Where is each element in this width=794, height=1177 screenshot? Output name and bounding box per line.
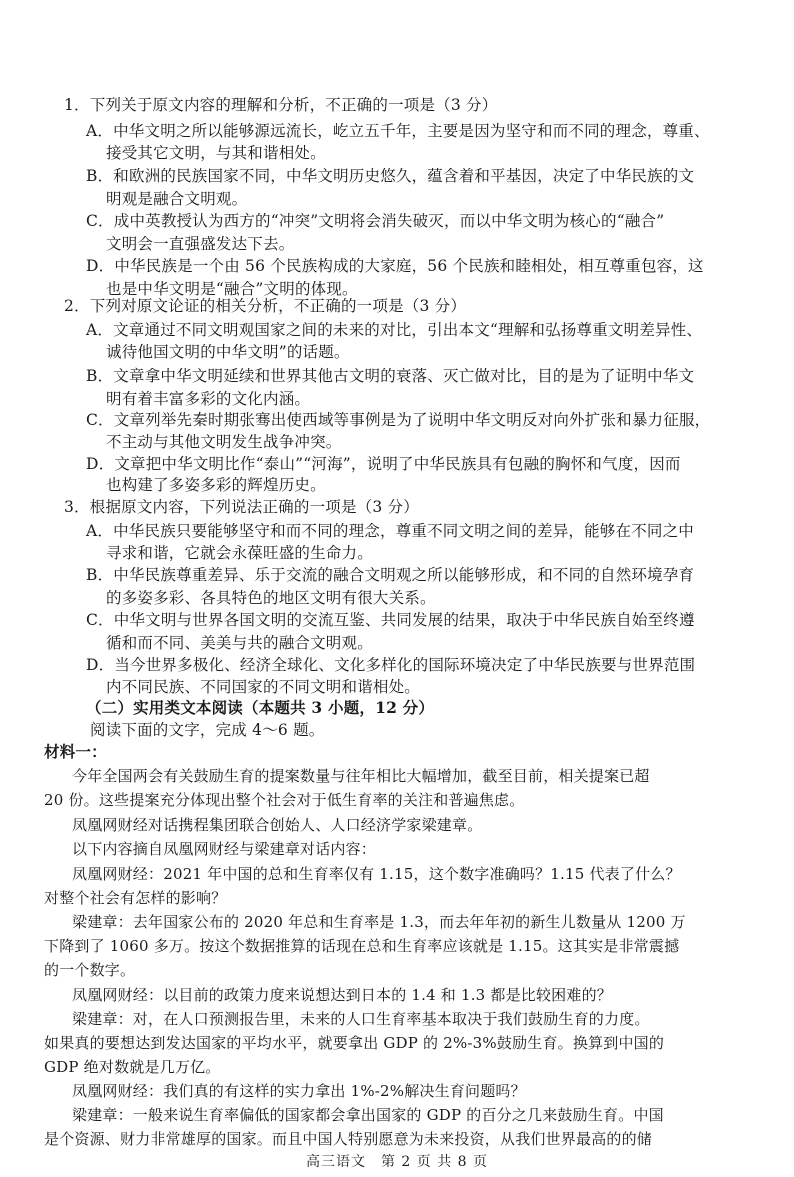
- material-line: 凤凰网财经：2021 年中国的总和生育率仅有 1.15，这个数字准确吗？1.15 代表了什么？: [72, 865, 681, 883]
- q1-option-d-cont: 也是中华文明是“融合”文明的体现。: [106, 280, 358, 298]
- page-footer: 高三语文 第 2 页 共 8 页: [305, 1154, 489, 1170]
- section-title: （二）实用类文本阅读（本题共 3 小题，12 分）: [86, 698, 435, 717]
- q2-option-d-cont: 也构建了多姿多彩的辉煌历史。: [106, 476, 326, 494]
- material-line: 凤凰网财经：我们真的有这样的实力拿出 1%-2%解决生育问题吗？: [72, 1082, 526, 1100]
- q2-option-c: C．文章列举先秦时期张骞出使西域等事例是为了说明中华文明反对向外扩张和暴力征服，: [86, 411, 711, 429]
- material-line: 以下内容摘自凤凰网财经与梁建章对话内容：: [72, 840, 377, 858]
- q3-option-b-cont: 的多姿多彩、各具特色的地区文明有很大关系。: [106, 589, 436, 607]
- q3-option-d: D．当今世界多极化、经济全球化、文化多样化的国际环境决定了中华民族要与世界范围: [86, 656, 696, 674]
- material-line: 如果真的要想达到发达国家的平均水平，就要拿出 GDP 的 2%-3%鼓励生育。换算到中国的: [44, 1034, 665, 1052]
- q3-option-c-cont: 循和而不同、美美与共的融合文明观。: [106, 634, 373, 652]
- q1-option-a-cont: 接受其它文明，与其和谐相处。: [106, 144, 326, 162]
- material-line: 的一个数字。: [44, 961, 136, 979]
- material-line: 凤凰网财经：以目前的政策力度来说想达到日本的 1.4 和 1.3 都是比较困难的？: [72, 986, 612, 1004]
- material-line: 20 份。这些提案充分体现出整个社会对于低生育率的关注和普遍焦虑。: [44, 791, 525, 809]
- q3-option-a: A．中华民族只要能够坚守和而不同的理念，尊重不同文明之间的差异，能够在不同之中: [86, 522, 694, 540]
- question-2-stem: 2．下列对原文论证的相关分析，不正确的一项是（3 分）: [64, 297, 467, 315]
- q3-option-b: B．中华民族尊重差异、乐于交流的融合文明观之所以能够形成，和不同的自然环境孕育: [86, 566, 695, 584]
- material-line: 凤凰网财经对话携程集团联合创始人、人口经济学家梁建章。: [72, 816, 483, 834]
- q2-option-d: D．文章把中华文明比作“泰山”“河海”，说明了中华民族具有包融的胸怀和气度，因而: [86, 455, 681, 473]
- material-line: 梁建章：对，在人口预测报告里，未来的人口生育率基本取决于我们鼓励生育的力度。: [72, 1010, 650, 1028]
- q2-option-b-cont: 明有着丰富多彩的文化内涵。: [106, 390, 311, 408]
- q1-option-a: A．中华文明之所以能够源远流长，屹立五千年，主要是因为坚守和而不同的理念，尊重、: [86, 122, 710, 140]
- q3-option-a-cont: 寻求和谐，它就会永葆旺盛的生命力。: [106, 544, 373, 562]
- question-3-stem: 3．根据原文内容，下列说法正确的一项是（3 分）: [64, 498, 419, 516]
- q1-option-b-cont: 明观是融合文明观。: [106, 190, 248, 208]
- material-line: 梁建章：去年国家公布的 2020 年总和生育率是 1.3，而去年年初的新生儿数量从 1200 万: [72, 913, 686, 931]
- section-intro: 阅读下面的文字，完成 4～6 题。: [90, 721, 325, 739]
- q1-option-c-cont: 文明会一直强盛发达下去。: [106, 235, 295, 253]
- material-line: 今年全国两会有关鼓励生育的提案数量与往年相比大幅增加，截至目前，相关提案已超: [72, 767, 650, 785]
- material-line: 是个资源、财力非常雄厚的国家。而且中国人特别愿意为未来投资，从我们世界最高的的储: [44, 1130, 653, 1148]
- q2-option-c-cont: 不主动与其他文明发生战争冲突。: [106, 433, 342, 451]
- material-line: 对整个社会有怎样的影响？: [44, 889, 227, 907]
- q2-option-a-cont: 诚待他国文明的中华文明”的话题。: [106, 343, 350, 361]
- q1-option-d: D．中华民族是一个由 56 个民族构成的大家庭，56 个民族和睦相处，相互尊重包容，这: [86, 257, 704, 275]
- material-line: 梁建章：一般来说生育率偏低的国家都会拿出国家的 GDP 的百分之几来鼓励生育。中国: [72, 1106, 664, 1124]
- q3-option-d-cont: 内不同民族、不同国家的不同文明和谐相处。: [106, 678, 421, 696]
- q2-option-a: A．文章通过不同文明观国家之间的未来的对比，引出本文“理解和弘扬尊重文明差异性、: [86, 321, 703, 339]
- q3-option-c: C．中华文明与世界各国文明的交流互鉴、共同发展的结果，取决于中华民族自始至终遵: [86, 611, 695, 629]
- q1-option-b: B．和欧洲的民族国家不同，中华文明历史悠久，蕴含着和平基因，决定了中华民族的文: [86, 167, 695, 185]
- question-1-stem: 1．下列关于原文内容的理解和分析，不正确的一项是（3 分）: [64, 96, 498, 114]
- material-line: 下降到了 1060 多万。按这个数据推算的话现在总和生育率应该就是 1.15。这其实是非常震撼: [44, 937, 680, 955]
- material-label: 材料一：: [44, 742, 107, 761]
- q1-option-c: C．成中英教授认为西方的“冲突”文明将会消失破灭，而以中华文明为核心的“融合”: [86, 212, 665, 230]
- material-line: GDP 绝对数就是几万亿。: [44, 1058, 221, 1076]
- q2-option-b: B．文章拿中华文明延续和世界其他古文明的衰落、灭亡做对比，目的是为了证明中华文: [86, 367, 695, 385]
